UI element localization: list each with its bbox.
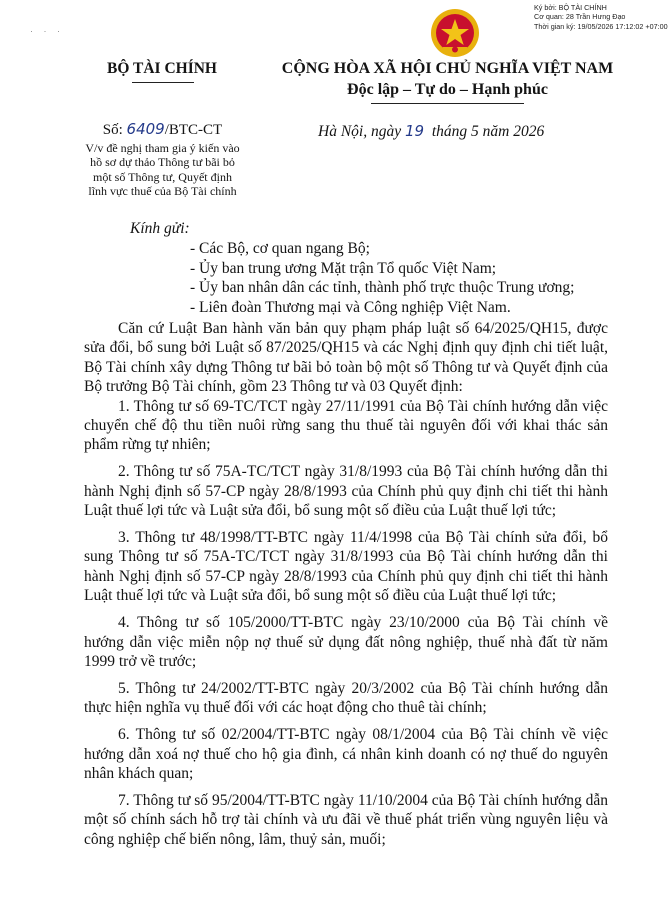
- scan-artifact: · · ·: [30, 26, 64, 36]
- body-paragraph: 5. Thông tư 24/2002/TT-BTC ngày 20/3/2002 của Bộ Tài chính hướng dẫn thực hiện nghĩa vụ thuế đối với các hoạt động cho thuê tài chính;: [84, 679, 608, 717]
- date-day-handwritten: 19: [404, 122, 425, 140]
- place-date: [318, 122, 618, 141]
- greeting: Kính gửi:: [130, 220, 190, 237]
- body-paragraph: 1. Thông tư số 69-TC/TCT ngày 27/11/1991 của Bộ Tài chính hướng dẫn việc chuyển chế độ thu tiền nuôi rừng sang thu thuế tài nguyên đối với khai thác sản phẩm rừng tự nhiên;: [84, 397, 608, 454]
- recipient-item: - Ủy ban trung ương Mặt trận Tổ quốc Việt Nam;: [190, 259, 497, 277]
- signature-time: Thời gian ký: 19/05/2026 17:12:02 +07:00: [534, 21, 668, 31]
- place-date-suffix: tháng 5 năm 2026: [424, 123, 545, 140]
- recipient-item: - Các Bộ, cơ quan ngang Bộ;: [190, 240, 370, 257]
- doc-number-handwritten: 6409: [126, 120, 165, 138]
- document-subject: [60, 141, 265, 198]
- document-body: [84, 319, 608, 849]
- body-paragraph: 4. Thông tư số 105/2000/TT-BTC ngày 23/10/2000 của Bộ Tài chính về hướng dẫn việc miễn nộp nợ thuế sử dụng đất nông nghiệp, thuế nhà đất từ năm 1999 trở về trước;: [84, 614, 608, 670]
- body-paragraph: Căn cứ Luật Ban hành văn bản quy phạm pháp luật số 64/2025/QH15, được sửa đổi, bổ sung bởi Luật số 87/2025/QH15 và các Nghị định quy định chi tiết luật, Bộ Tài chính xây dựng Thông tư bãi bỏ toàn bộ một số Thông tư và Quyết định của Bộ trưởng Bộ Tài chính, gồm 23 Thông tư và 03 Quyết định:: [84, 320, 608, 396]
- ministry-name: BỘ TÀI CHÍNH: [107, 60, 217, 77]
- recipient-item: - Liên đoàn Thương mại và Công nghiệp Việt Nam.: [190, 298, 511, 316]
- document-number: [60, 120, 265, 139]
- body-paragraph: 6. Thông tư số 02/2004/TT-BTC ngày 08/1/2004 của Bộ Tài chính về việc hướng dẫn xoá nợ thuế cho hộ gia đình, cá nhân kinh doanh có nợ thuế do nguyên nhân khách quan;: [84, 726, 608, 783]
- signature-agency: Cơ quan: 28 Trần Hưng Đạo: [534, 12, 626, 22]
- nation-name: CỘNG HÒA XÃ HỘI CHỦ NGHĨA VIỆT NAM: [281, 60, 614, 77]
- subject-line: lĩnh vực thuế của Bộ Tài chính: [88, 183, 237, 198]
- doc-number-prefix: Số:: [102, 122, 127, 138]
- subject-line: một số Thông tư, Quyết định: [93, 169, 232, 184]
- body-paragraph: 3. Thông tư 48/1998/TT-BTC ngày 11/4/1998 của Bộ Tài chính sửa đổi, bổ sung Thông tư số 75A-TC/TCT ngày 31/8/1993 của Bộ Tài chính hướng dẫn thi hành Nghị định số 57-CP ngày 28/8/1993 của Chính phủ quy định chi tiết thi hành Luật thuế lợi tức và Luật sửa đổi, bổ sung một số điều của Luật thuế lợi tức;: [84, 529, 608, 605]
- body-paragraph: 7. Thông tư số 95/2004/TT-BTC ngày 11/10/2004 của Bộ Tài chính hướng dẫn một số chính sách hỗ trợ tài chính và ưu đãi về thuế phát triển vùng nguyên liệu và công nghiệp chế biến nông, lâm, thuỷ sản, muối;: [84, 791, 608, 848]
- doc-number-suffix: /BTC-CT: [164, 122, 223, 138]
- subject-line: V/v đề nghị tham gia ý kiến vào: [85, 141, 240, 155]
- digital-signature-info: [534, 3, 668, 31]
- national-motto: Độc lập – Tự do – Hạnh phúc: [347, 81, 548, 98]
- recipient-item: - Ủy ban nhân dân các tỉnh, thành phố trực thuộc Trung ương;: [190, 279, 575, 297]
- motto-underline: [371, 103, 524, 104]
- national-emblem-icon: [430, 8, 480, 58]
- body-paragraph: 2. Thông tư số 75A-TC/TCT ngày 31/8/1993 của Bộ Tài chính hướng dẫn thi hành Nghị định số 57-CP ngày 28/8/1993 của Chính phủ quy định chi tiết thi hành Luật thuế lợi tức và Luật sửa đổi, bổ sung một số điều của Luật thuế lợi tức;: [84, 463, 608, 520]
- signature-signed-by: Ký bởi: BỘ TÀI CHÍNH: [534, 3, 607, 12]
- ministry-underline: [132, 82, 194, 83]
- subject-line: hồ sơ dự thảo Thông tư bãi bỏ: [90, 155, 235, 170]
- recipient-list: [190, 239, 574, 317]
- place-date-prefix: Hà Nội, ngày: [318, 123, 405, 140]
